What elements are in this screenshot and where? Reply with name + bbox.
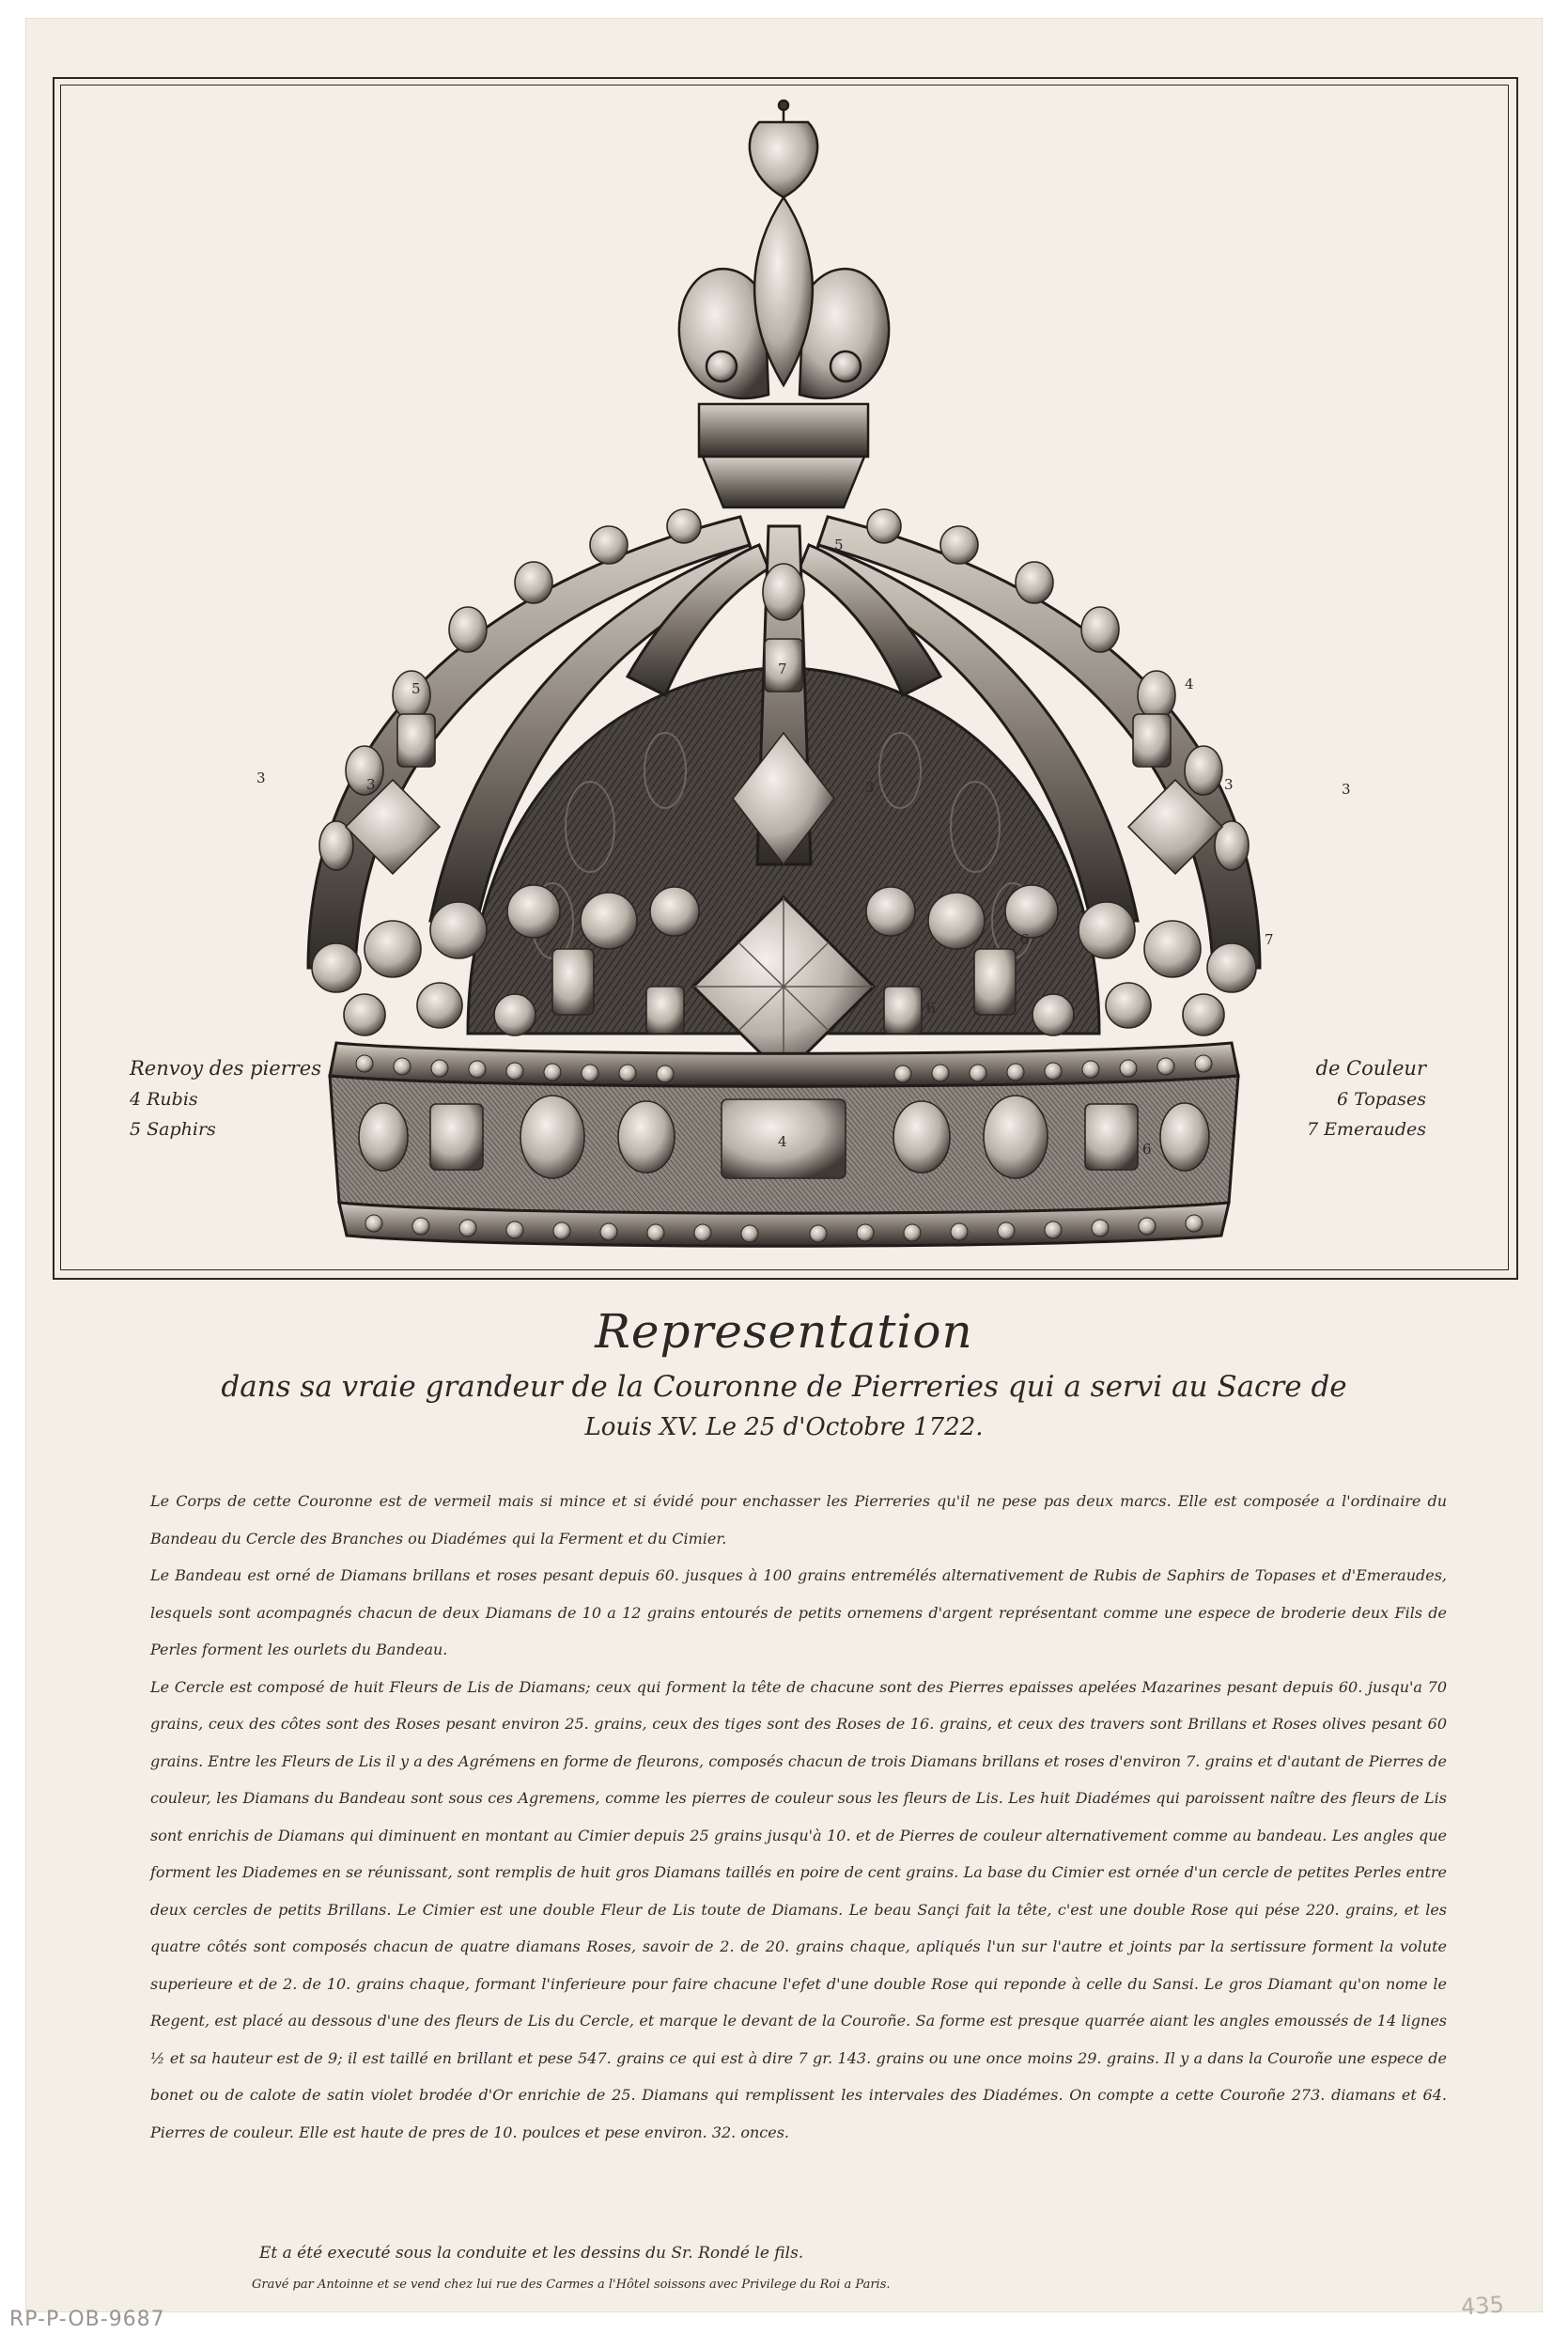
paragraph-3: Le Cercle est composé de huit Fleurs de Lis de Diamans; ceux qui forment la tête de chacune sont des Pierres epaisses apelées Mazarines pesant depuis 60. jusqu'a 70 grains, ceux des côtes sont des Roses pesant environ 25. grains, ceux des tiges sont des Roses de 16. grains, et ceux des travers sont Brillans et Roses olives pesant 60 grains. Entre les Fleurs de Lis il y a des Agrémens en forme de fleurons, composés chacun de trois Diamans brillans et roses d'environ 7. grains et d'autant de Pierres de couleur, les Diamans du Bandeau sont sous ces Agremens, comme les pierres de couleur sous les fleurs de Lis. Les huit Diadémes qui paroissent naître des fleurs de Lis sont enrichis de Diamans qui diminuent en montant au Cimier depuis 25 grains jusqu'à 10. et de Pierres de couleur alternativement comme au bandeau. Les angles que forment les Diademes en se réunissant, sont remplis de huit gros Diamans taillés en poire de cent grains. La base du Cimier est ornée d'un cercle de petites Perles entre deux cercles de petits Brillans. Le Cimier est une double Fleur de Lis toute de Diamans. Le beau Sançi fait la tête, c'est une double Rose qui pése 220. grains, et les quatre côtés sont composés chacun de quatre diamans Roses, savoir de 2. de 20. grains chaque, apliqués l'un sur l'autre et joints par la sertissure forment la volute superieure et de 2. de 10. grains chaque, formant l'inferieure pour faire chacune l'efet d'une double Rose qui reponde à celle du Sansi. Le gros Diamant qu'on nome le Regent, est placé au dessous d'une des fleurs de Lis du Cercle, et marque le devant de la Couroñe. Sa forme est presque quarrée aiant les angles emoussés de 14 lignes ½ et sa hauteur est de 9; il est taillé en brillant et pese 547. grains ce qui est à dire 7 gr. 143. grains ou une once moins 29. grains. Il y a dans la Couroñe une espece de bonet ou de calote de satin violet brodée d'Or enrichie de 25. Diamans qui remplissent les intervales des Diadémes. On compte a cette Couroñe 273. diamans et 64. Pierres de couleur. Elle est haute de pres de 10. poulces et pese environ. 32. onces. xyxy=(150,1677,1447,2141)
marker-7b: 7 xyxy=(1265,931,1274,948)
paragraph-1: Le Corps de cette Couronne est de vermeil mais si mince et si évidé pour enchasser les Pierreries qu'il ne pese pas deux marcs. Elle est composée a l'ordinaire du Bandeau du Cercle des Branches ou Diadémes qui la Ferment et du Cimier. xyxy=(150,1492,1447,1548)
page-title: Representation xyxy=(595,1304,973,1359)
subtitle-line-1: dans sa vraie grandeur de la Couronne de Pierreries qui a servi au Sacre de xyxy=(221,1370,1347,1404)
credit-line-2: Gravé par Antoinne et se vend chez lui rue des Carmes a l'Hôtel soissons avec Privilege du Roi a Paris. xyxy=(252,2278,891,2292)
pencil-number: 435 xyxy=(1460,2291,1505,2321)
legend-right xyxy=(1238,1057,1426,1149)
cimier-base xyxy=(699,404,868,457)
marker-3b: 3 xyxy=(366,776,376,793)
marker-3a: 3 xyxy=(256,770,266,786)
marker-7a: 7 xyxy=(778,661,787,677)
legend-left-title: Renvoy des pierres xyxy=(130,1057,322,1080)
legend-item-topases: 6 Topases xyxy=(1337,1089,1426,1110)
marker-6b: 6 xyxy=(926,1000,936,1017)
description-text xyxy=(150,1483,1447,2151)
subtitle-line-2: Louis XV. Le 25 d'Octobre 1722. xyxy=(584,1413,984,1441)
credit-line-1: Et a été executé sous la conduite et les dessins du Sr. Rondé le fils. xyxy=(259,2244,804,2263)
marker-3c: 3 xyxy=(865,779,875,796)
inventory-number: RP-P-OB-9687 xyxy=(9,2308,165,2331)
marker-4b: 4 xyxy=(778,1133,787,1150)
marker-5b: 5 xyxy=(834,537,844,553)
legend-item-rubis: 4 Rubis xyxy=(130,1089,198,1110)
legend-left xyxy=(130,1057,321,1149)
marker-6a: 6 xyxy=(1020,931,1030,948)
paragraph-2: Le Bandeau est orné de Diamans brillans et roses pesant depuis 60. jusques à 100 grains entremélés alternativement de Rubis de Saphirs de Topases et d'Emeraudes, lesquels sont acompagnés chacun de deux Diamans de 10 a 12 grains entourés de petits ornemens d'argent représentant comme une espece de broderie deux Fils de Perles forment les ourlets du Bandeau. xyxy=(150,1566,1447,1658)
legend-item-emeraudes: 7 Emeraudes xyxy=(1306,1119,1426,1140)
marker-3d: 3 xyxy=(1224,776,1234,793)
legend-item-saphirs: 5 Saphirs xyxy=(130,1119,216,1140)
marker-4a: 4 xyxy=(1185,676,1194,692)
marker-6c: 6 xyxy=(1142,1141,1152,1158)
legend-right-title: de Couleur xyxy=(1315,1057,1426,1080)
marker-5a: 5 xyxy=(411,680,421,697)
marker-3e: 3 xyxy=(1342,781,1351,798)
